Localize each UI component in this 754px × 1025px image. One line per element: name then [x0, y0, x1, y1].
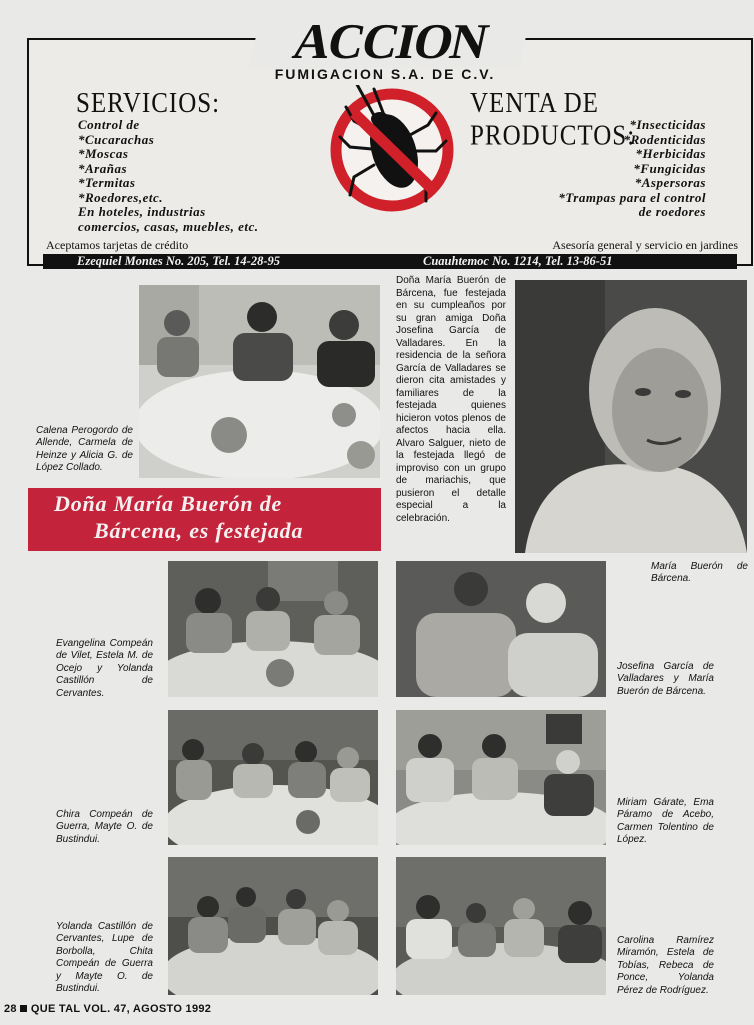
magazine-issue: QUE TAL VOL. 47, AGOSTO 1992	[30, 1003, 212, 1015]
products-item: de roedores	[638, 204, 706, 219]
services-item: *Moscas	[78, 146, 129, 161]
caption-photo-4: Josefina García de Valladares y María Buerón de Bárcena.	[617, 661, 714, 697]
products-item: *Herbicidas	[635, 146, 706, 161]
photo-three-women-table	[139, 285, 380, 478]
services-item: *Termitas	[78, 175, 136, 190]
garden-service-note: Asesoría general y servicio en jardines	[552, 238, 738, 252]
accion-logo: ACCION	[249, 14, 530, 68]
services-item: *Roedores,etc.	[78, 189, 163, 205]
caption-photo-3: Evangelina Compeán de Vilet, Estela M. de Ocejo y Yolanda Castillón de Cervantes.	[56, 638, 153, 699]
photo-four-women	[396, 857, 606, 995]
caption-photo-2: María Buerón de Bárcena.	[651, 561, 748, 585]
company-name: FUMIGACION S.A. DE C.V.	[274, 66, 496, 82]
services-list	[78, 118, 318, 234]
photo-two-women	[396, 561, 606, 697]
headline-line-2: Bárcena, es festejada	[94, 518, 304, 543]
caption-photo-5: Chira Compeán de Guerra, Mayte O. de Bustindui.	[56, 809, 153, 845]
products-item: *Aspersoras	[634, 175, 706, 190]
address-left: Ezequiel Montes No. 205, Tel. 14-28-95	[77, 254, 281, 268]
products-item: *Insecticidas	[629, 117, 706, 132]
credit-cards-note: Aceptamos tarjetas de crédito	[46, 238, 189, 252]
services-item: *Arañas	[78, 160, 128, 176]
photo-portrait-honoree	[515, 280, 747, 553]
products-item: *Fungicidas	[633, 160, 706, 176]
page-number: 28	[4, 1003, 17, 1015]
photo-group-table-3	[168, 857, 378, 995]
products-item: *Rodenticidas	[623, 131, 706, 147]
products-item: *Trampas para el control	[558, 189, 706, 205]
photo-group-table-1	[168, 561, 378, 697]
services-item: En hoteles, industrias	[78, 204, 206, 219]
services-title: SERVICIOS:	[76, 88, 221, 120]
page-footer	[4, 1003, 211, 1015]
products-title: VENTA DE PRODUCTOS:	[470, 88, 636, 152]
caption-photo-6: Miriam Gárate, Ema Páramo de Acebo, Carmen Tolentino de López.	[617, 797, 714, 846]
headline-line-1: Doña María Buerón de	[54, 491, 283, 516]
no-cockroach-icon	[314, 85, 470, 215]
caption-photo-8: Carolina Ramírez Miramón, Estela de Tobías, Rebeca de Ponce, Yolanda Pérez de Rodríguez.	[617, 935, 714, 996]
headline-banner	[28, 488, 381, 551]
caption-photo-7: Yolanda Castillón de Cervantes, Lupe de Borbolla, Chita Compeán de Guerra y Mayte O. de Bustindui.	[56, 921, 153, 995]
services-item: *Cucarachas	[78, 131, 155, 147]
caption-photo-1: Calena Perogordo de Allende, Carmela de Heinze y Alicia G. de López Collado.	[36, 425, 133, 474]
address-bar	[43, 254, 737, 269]
services-item: Control de	[78, 117, 140, 132]
footer-square-icon	[20, 1005, 27, 1012]
article-body: Doña María Buerón de Bárcena, fue festejada en su cumpleaños por su gran amiga Doña Josefina García de Valladares. En la residencia de la señora García de Valladares se dieron cita amistades y familiares de la festejada quienes hicieron votos plenos de afectos hacia ella. Alvaro Salguer, nieto de la festejada llegó de improviso con un grupo de mariachis, que pusieron el detalle especial a la celebración.	[396, 275, 506, 524]
photo-group-table-2	[168, 710, 378, 845]
services-item: comercios, casas, muebles, etc.	[78, 218, 259, 234]
products-list	[490, 118, 706, 220]
address-right: Cuauhtemoc No. 1214, Tel. 13-86-51	[423, 254, 613, 268]
photo-three-women-2	[396, 710, 606, 845]
